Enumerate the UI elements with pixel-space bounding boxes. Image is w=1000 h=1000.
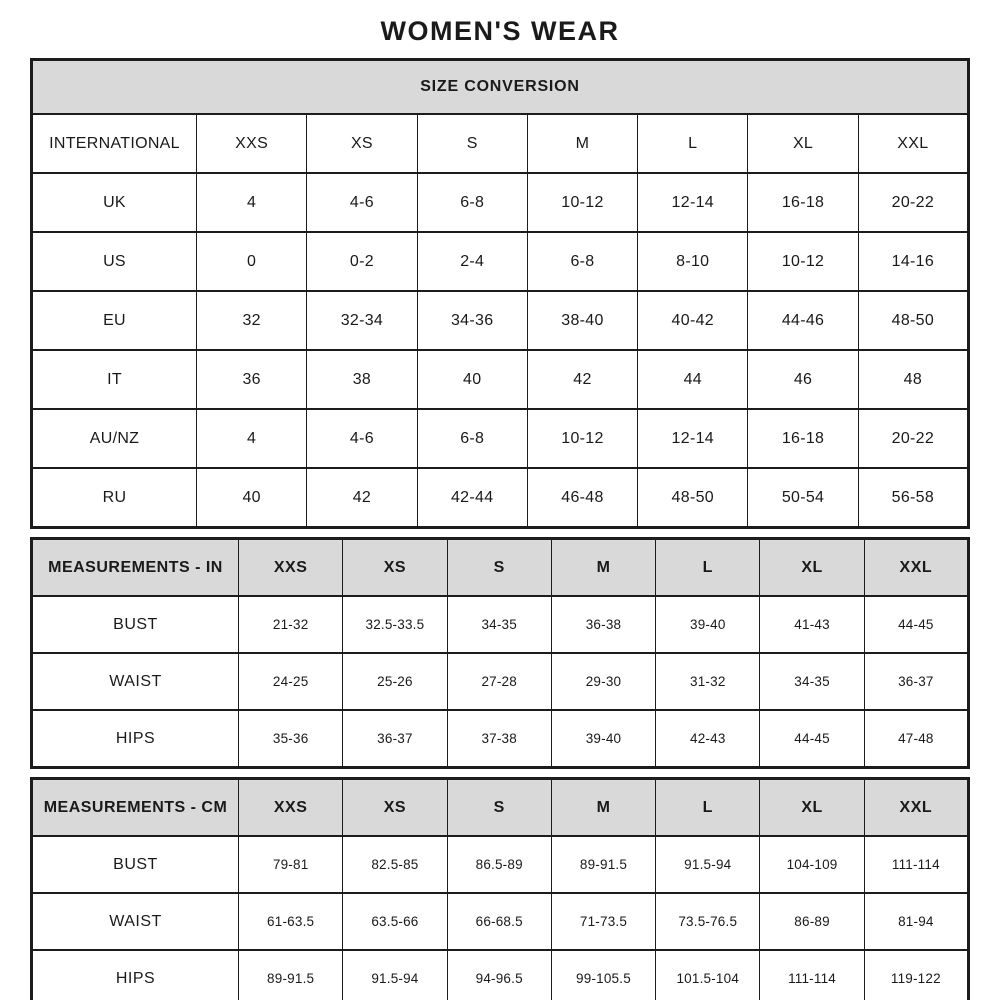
cell: 32-34 [307, 291, 417, 350]
measurements-cm-header-row [32, 779, 969, 837]
cell: 91.5-94 [343, 950, 447, 1000]
row-label: IT [32, 350, 197, 409]
cell: 4-6 [307, 409, 417, 468]
column-header: L [656, 779, 760, 837]
table-row-bust-in [32, 596, 969, 653]
cell: 47-48 [864, 710, 968, 768]
column-header: S [447, 779, 551, 837]
cell: 29-30 [551, 653, 655, 710]
cell: 12-14 [638, 173, 748, 232]
size-conversion-table [30, 58, 970, 529]
cell: 20-22 [858, 409, 968, 468]
cell: 40 [417, 350, 527, 409]
cell: 2-4 [417, 232, 527, 291]
row-label: AU/NZ [32, 409, 197, 468]
row-label: WAIST [32, 653, 239, 710]
table-row-international [32, 114, 969, 173]
cell: 14-16 [858, 232, 968, 291]
table-row-us [32, 232, 969, 291]
cell: 0-2 [307, 232, 417, 291]
cell: 86.5-89 [447, 836, 551, 893]
cell: 44-45 [760, 710, 864, 768]
cell: XS [307, 114, 417, 173]
cell: 4-6 [307, 173, 417, 232]
measurements-cm-table [30, 777, 970, 1000]
row-label: HIPS [32, 710, 239, 768]
table-row-uk [32, 173, 969, 232]
table-row-ru [32, 468, 969, 528]
cell: XXS [197, 114, 307, 173]
row-label: HIPS [32, 950, 239, 1000]
cell: 46-48 [527, 468, 637, 528]
page-title: WOMEN'S WEAR [380, 16, 620, 46]
cell: 16-18 [748, 409, 858, 468]
cell: 36-37 [864, 653, 968, 710]
cell: 44 [638, 350, 748, 409]
cell: 38 [307, 350, 417, 409]
cell: 6-8 [527, 232, 637, 291]
cell: 0 [197, 232, 307, 291]
cell: 89-91.5 [239, 950, 343, 1000]
column-header: XXL [864, 779, 968, 837]
cell: 34-35 [760, 653, 864, 710]
column-header: L [656, 539, 760, 597]
cell: 86-89 [760, 893, 864, 950]
cell: 61-63.5 [239, 893, 343, 950]
cell: 48-50 [858, 291, 968, 350]
table-row-hips-in [32, 710, 969, 768]
cell: 8-10 [638, 232, 748, 291]
cell: 73.5-76.5 [656, 893, 760, 950]
cell: 119-122 [864, 950, 968, 1000]
cell: 79-81 [239, 836, 343, 893]
cell: 50-54 [748, 468, 858, 528]
column-header: M [551, 539, 655, 597]
cell: 10-12 [527, 173, 637, 232]
cell: 6-8 [417, 173, 527, 232]
column-header: XL [760, 539, 864, 597]
cell: 40 [197, 468, 307, 528]
size-conversion-title: SIZE CONVERSION [32, 60, 969, 115]
cell: 39-40 [656, 596, 760, 653]
cell: 32.5-33.5 [343, 596, 447, 653]
cell: 35-36 [239, 710, 343, 768]
cell: XL [748, 114, 858, 173]
cell: 36-38 [551, 596, 655, 653]
cell: 111-114 [864, 836, 968, 893]
column-header: XXS [239, 779, 343, 837]
cell: 36 [197, 350, 307, 409]
table-row-aunz [32, 409, 969, 468]
column-header: XXS [239, 539, 343, 597]
cell: 4 [197, 409, 307, 468]
measurements-cm-title: MEASUREMENTS - CM [32, 779, 239, 837]
column-header: M [551, 779, 655, 837]
cell: 56-58 [858, 468, 968, 528]
cell: 44-46 [748, 291, 858, 350]
cell: 91.5-94 [656, 836, 760, 893]
cell: 81-94 [864, 893, 968, 950]
cell: 101.5-104 [656, 950, 760, 1000]
table-row-waist-in [32, 653, 969, 710]
row-label: WAIST [32, 893, 239, 950]
cell: M [527, 114, 637, 173]
row-label: BUST [32, 836, 239, 893]
cell: 94-96.5 [447, 950, 551, 1000]
size-conversion-header-row [32, 60, 969, 115]
cell: 6-8 [417, 409, 527, 468]
cell: XXL [858, 114, 968, 173]
row-label: BUST [32, 596, 239, 653]
cell: 20-22 [858, 173, 968, 232]
cell: 42 [527, 350, 637, 409]
table-row-bust-cm [32, 836, 969, 893]
cell: 32 [197, 291, 307, 350]
measurements-in-table [30, 537, 970, 769]
cell: 111-114 [760, 950, 864, 1000]
cell: 71-73.5 [551, 893, 655, 950]
row-label: RU [32, 468, 197, 528]
column-header: XL [760, 779, 864, 837]
cell: 104-109 [760, 836, 864, 893]
row-label: UK [32, 173, 197, 232]
cell: 42-43 [656, 710, 760, 768]
cell: 37-38 [447, 710, 551, 768]
table-row-hips-cm [32, 950, 969, 1000]
cell: 36-37 [343, 710, 447, 768]
cell: 16-18 [748, 173, 858, 232]
cell: 27-28 [447, 653, 551, 710]
row-label: EU [32, 291, 197, 350]
cell: 48 [858, 350, 968, 409]
cell: 99-105.5 [551, 950, 655, 1000]
cell: 25-26 [343, 653, 447, 710]
measurements-in-title: MEASUREMENTS - IN [32, 539, 239, 597]
cell: 21-32 [239, 596, 343, 653]
cell: S [417, 114, 527, 173]
row-label: INTERNATIONAL [32, 114, 197, 173]
cell: 24-25 [239, 653, 343, 710]
cell: 48-50 [638, 468, 748, 528]
cell: 38-40 [527, 291, 637, 350]
cell: 82.5-85 [343, 836, 447, 893]
cell: 41-43 [760, 596, 864, 653]
cell: 39-40 [551, 710, 655, 768]
cell: 89-91.5 [551, 836, 655, 893]
table-row-it [32, 350, 969, 409]
cell: 31-32 [656, 653, 760, 710]
cell: 34-36 [417, 291, 527, 350]
cell: 46 [748, 350, 858, 409]
cell: 42-44 [417, 468, 527, 528]
row-label: US [32, 232, 197, 291]
table-row-eu [32, 291, 969, 350]
cell: 10-12 [748, 232, 858, 291]
cell: 63.5-66 [343, 893, 447, 950]
cell: 10-12 [527, 409, 637, 468]
measurements-in-header-row [32, 539, 969, 597]
cell: 66-68.5 [447, 893, 551, 950]
cell: 42 [307, 468, 417, 528]
cell: 40-42 [638, 291, 748, 350]
cell: 4 [197, 173, 307, 232]
column-header: XS [343, 539, 447, 597]
column-header: XS [343, 779, 447, 837]
cell: 12-14 [638, 409, 748, 468]
cell: L [638, 114, 748, 173]
column-header: XXL [864, 539, 968, 597]
table-row-waist-cm [32, 893, 969, 950]
cell: 44-45 [864, 596, 968, 653]
column-header: S [447, 539, 551, 597]
cell: 34-35 [447, 596, 551, 653]
